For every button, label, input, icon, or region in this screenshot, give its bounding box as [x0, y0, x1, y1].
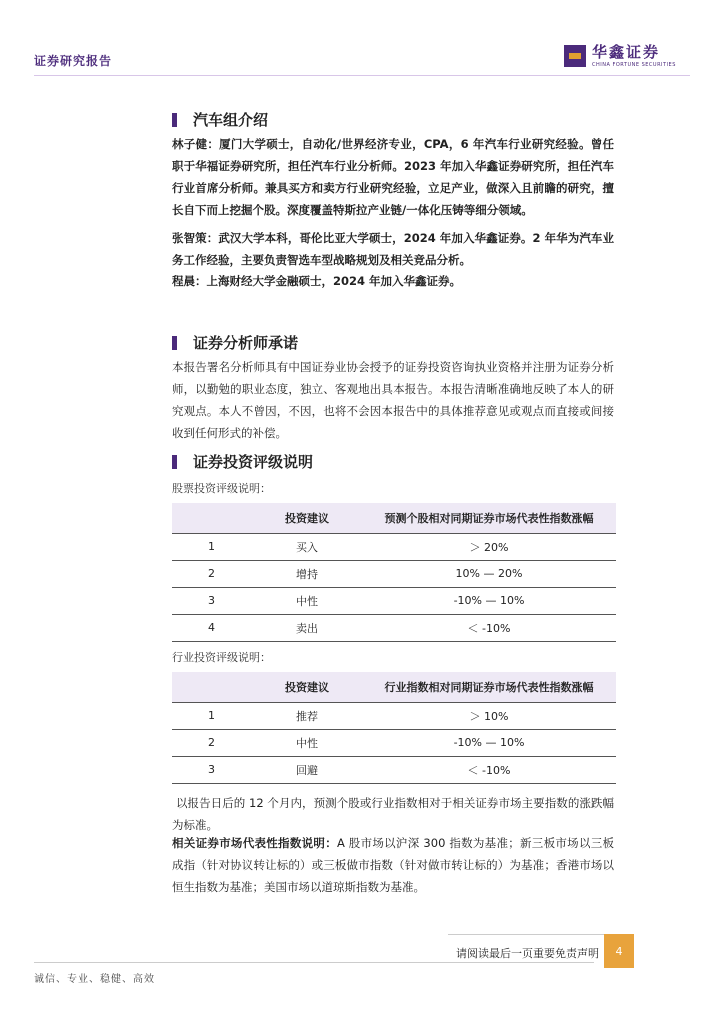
commitment-section-heading	[172, 332, 298, 353]
member-bio	[172, 227, 614, 271]
logo-name-cn: 华鑫证券	[592, 43, 661, 61]
table-cell: 2	[172, 560, 252, 587]
member-text: 厦门大学硕士，自动化/世界经济专业，CPA，6 年汽车行业研究经验。曾任职于华福证券研究所，担任汽车行业分析师。2023 年加入华鑫证券研究所，担任汽车行业首席分析师。兼具买方和卖方行业研究经验，立足产业，做深入且前瞻的研究，擅长自下而上挖掘个股。深度覆盖特斯拉产业链/一体化压铸等细分领域。	[172, 137, 614, 217]
member-text: 上海财经大学金融硕士，2024 年加入华鑫证券。	[206, 274, 462, 288]
table-header-row	[172, 672, 616, 702]
table-header-cell	[172, 672, 252, 702]
table-row	[172, 587, 616, 614]
table-cell: ＞ 10%	[362, 702, 616, 729]
rating-heading: 证券投资评级说明	[193, 453, 314, 471]
header-divider	[34, 75, 690, 76]
table-cell: 4	[172, 614, 252, 641]
commitment-heading: 证券分析师承诺	[193, 334, 299, 352]
table-header-cell: 行业指数相对同期证券市场代表性指数涨幅	[362, 672, 616, 702]
table-cell: ＜ -10%	[362, 614, 616, 641]
table-cell: 推荐	[252, 702, 362, 729]
rating-period-note: 以报告日后的 12 个月内，预测个股或行业指数相对于相关证券市场主要指数的涨跌幅为标准。	[172, 796, 614, 832]
company-logo	[564, 44, 676, 68]
team-heading: 汽车组介绍	[193, 111, 269, 129]
member-name: 程晨：	[172, 274, 207, 288]
page-number: 4	[604, 934, 634, 968]
table-cell: 2	[172, 729, 252, 756]
stock-rating-table	[172, 503, 616, 642]
company-slogan: 诚信、专业、稳健、高效	[34, 974, 155, 985]
table-cell: 回避	[252, 756, 362, 783]
member-bio	[172, 270, 614, 292]
table-cell: 买入	[252, 533, 362, 560]
index-description	[172, 832, 614, 898]
table-header-cell: 投资建议	[252, 503, 362, 533]
table-row	[172, 533, 616, 560]
logo-icon	[564, 45, 586, 67]
section-marker	[172, 455, 177, 469]
table-row	[172, 560, 616, 587]
member-text: 武汉大学本科，哥伦比亚大学硕士，2024 年加入华鑫证券。2 年华为汽车业务工作经验，主要负责智选车型战略规划及相关竞品分析。	[172, 231, 614, 267]
section-marker	[172, 336, 177, 350]
member-bio	[172, 133, 614, 221]
index-label: 相关证券市场代表性指数说明：	[172, 836, 337, 850]
table-row	[172, 702, 616, 729]
table-cell: 1	[172, 702, 252, 729]
table-cell: 卖出	[252, 614, 362, 641]
table-cell: 增持	[252, 560, 362, 587]
industry-rating-table	[172, 672, 616, 784]
member-name: 张智策：	[172, 231, 219, 245]
table-cell: ＜ -10%	[362, 756, 616, 783]
table-cell: ＞ 20%	[362, 533, 616, 560]
table-cell: 中性	[252, 587, 362, 614]
disclaimer-link[interactable]: 请阅读最后一页重要免责声明	[456, 947, 599, 960]
table-header-row	[172, 503, 616, 533]
logo-name-en: CHINA FORTUNE SECURITIES	[592, 62, 676, 68]
table-cell: 3	[172, 756, 252, 783]
commitment-text: 本报告署名分析师具有中国证券业协会授予的证券投资咨询执业资格并注册为证券分析师，以勤勉的职业态度，独立、客观地出具本报告。本报告清晰准确地反映了本人的研究观点。本人不曾因，不因，也将不会因本报告中的具体推荐意见或观点而直接或间接收到任何形式的补偿。	[172, 360, 614, 440]
table-cell: -10% — 10%	[362, 729, 616, 756]
table-cell: 10% — 20%	[362, 560, 616, 587]
index-text: A 股市场以沪深 300 指数为基准；新三板市场以三板成指（针对协议转让标的）或三板做市指数（针对做市转让标的）为基准；香港市场以恒生指数为基准；美国市场以道琼斯指数为基准。	[172, 836, 615, 894]
stock-rating-caption: 股票投资评级说明：	[172, 482, 271, 495]
rating-section-heading	[172, 451, 313, 472]
table-row	[172, 729, 616, 756]
table-header-cell: 投资建议	[252, 672, 362, 702]
team-section-heading	[172, 109, 268, 130]
table-header-cell: 预测个股相对同期证券市场代表性指数涨幅	[362, 503, 616, 533]
table-cell: -10% — 10%	[362, 587, 616, 614]
report-type-label: 证券研究报告	[34, 54, 113, 68]
section-marker	[172, 113, 177, 127]
table-row	[172, 756, 616, 783]
table-header-cell	[172, 503, 252, 533]
footer-divider	[34, 962, 594, 963]
member-name: 林子健：	[172, 137, 220, 151]
table-row	[172, 614, 616, 641]
industry-rating-caption: 行业投资评级说明：	[172, 651, 271, 664]
table-cell: 中性	[252, 729, 362, 756]
table-cell: 1	[172, 533, 252, 560]
table-cell: 3	[172, 587, 252, 614]
